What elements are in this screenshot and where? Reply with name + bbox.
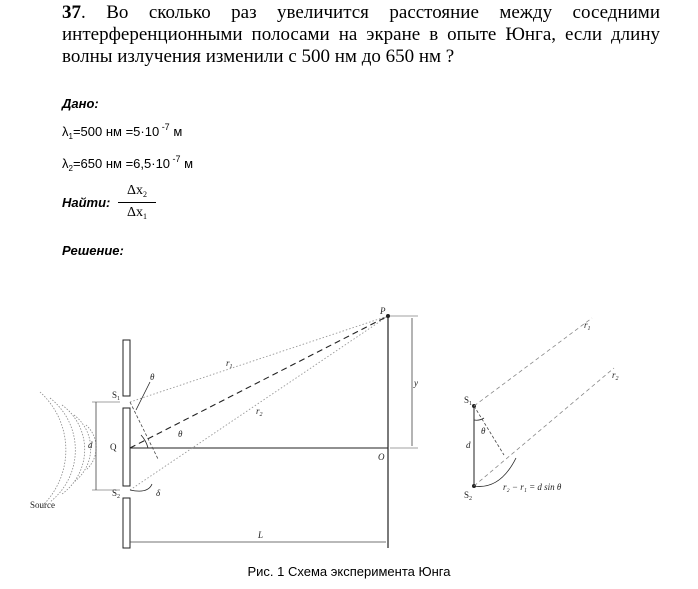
given-label: Дано: bbox=[62, 96, 99, 111]
fraction-bar bbox=[118, 202, 156, 203]
problem-statement bbox=[62, 2, 660, 68]
delta-label: δ bbox=[156, 488, 161, 498]
solution-label: Решение: bbox=[62, 243, 124, 258]
given-value: =650 нм =6,5·10 bbox=[72, 156, 171, 171]
find-label: Найти: bbox=[62, 195, 111, 210]
detail-s2-label: $S_2$ bbox=[464, 490, 473, 502]
given-value: =500 нм =5·10 bbox=[72, 124, 160, 139]
path-difference-line bbox=[130, 402, 158, 459]
s2-label: $S_2$ bbox=[112, 488, 121, 500]
theta-label-center: θ bbox=[178, 429, 183, 439]
barrier-top bbox=[123, 340, 130, 396]
find-fraction bbox=[118, 183, 156, 222]
lambda-symbol: λ bbox=[62, 156, 69, 171]
ray-center bbox=[130, 316, 388, 448]
given-line-2 bbox=[62, 156, 193, 171]
lambda-symbol: λ bbox=[62, 124, 69, 139]
barrier-bottom bbox=[123, 498, 130, 548]
unit: м bbox=[180, 156, 194, 171]
ray-r1 bbox=[130, 316, 388, 402]
detail-path-line bbox=[474, 406, 504, 455]
detail-ray-r2 bbox=[474, 368, 614, 486]
fraction-numerator: $\Delta x_2$ bbox=[126, 183, 147, 199]
fraction-denominator: $\Delta x_1$ bbox=[126, 205, 147, 221]
r2-label: $r_2$ bbox=[256, 406, 263, 418]
exponent: -7 bbox=[159, 122, 170, 132]
theta-label-top: θ bbox=[150, 372, 155, 382]
detail-formula: r₂ − r₁ = d sin θ bbox=[503, 482, 562, 492]
o-label: O bbox=[378, 452, 385, 462]
y-label: y bbox=[414, 378, 418, 388]
d-label: d bbox=[88, 440, 93, 450]
barrier-middle bbox=[123, 408, 130, 486]
exponent: -7 bbox=[170, 154, 181, 164]
given-line-1 bbox=[62, 124, 182, 139]
lambda-index: 1 bbox=[68, 132, 73, 141]
detail-theta-label: θ bbox=[481, 426, 486, 436]
source-wavefronts bbox=[40, 392, 96, 508]
figure-caption: Рис. 1 Схема эксперимента Юнга bbox=[247, 564, 451, 579]
detail-r2-label: $r_2$ bbox=[612, 370, 619, 382]
unit: м bbox=[169, 124, 183, 139]
detail-d-label: d bbox=[466, 440, 471, 450]
source-label: Source bbox=[30, 500, 55, 510]
p-label: P bbox=[380, 306, 386, 316]
problem-text: . Во сколько раз увеличится расстояние между соседними интерференционными полосами на экране в опыте Юнга, если длину волны излучения изменили с 500 нм до 650 нм ? bbox=[62, 2, 660, 67]
ray-r2 bbox=[130, 316, 388, 490]
point-p bbox=[386, 314, 390, 318]
problem-number: 37 bbox=[62, 2, 81, 23]
q-label: Q bbox=[110, 442, 117, 452]
s1-label: $S_1$ bbox=[112, 390, 121, 402]
lambda-index: 2 bbox=[68, 164, 73, 173]
r1-label: $r_1$ bbox=[226, 358, 233, 370]
detail-r1-label: $r_1$ bbox=[584, 320, 591, 332]
detail-ray-r1 bbox=[474, 318, 592, 406]
detail-s1-label: $S_1$ bbox=[464, 395, 473, 407]
l-label: L bbox=[258, 530, 264, 540]
young-experiment-diagram bbox=[0, 300, 698, 560]
